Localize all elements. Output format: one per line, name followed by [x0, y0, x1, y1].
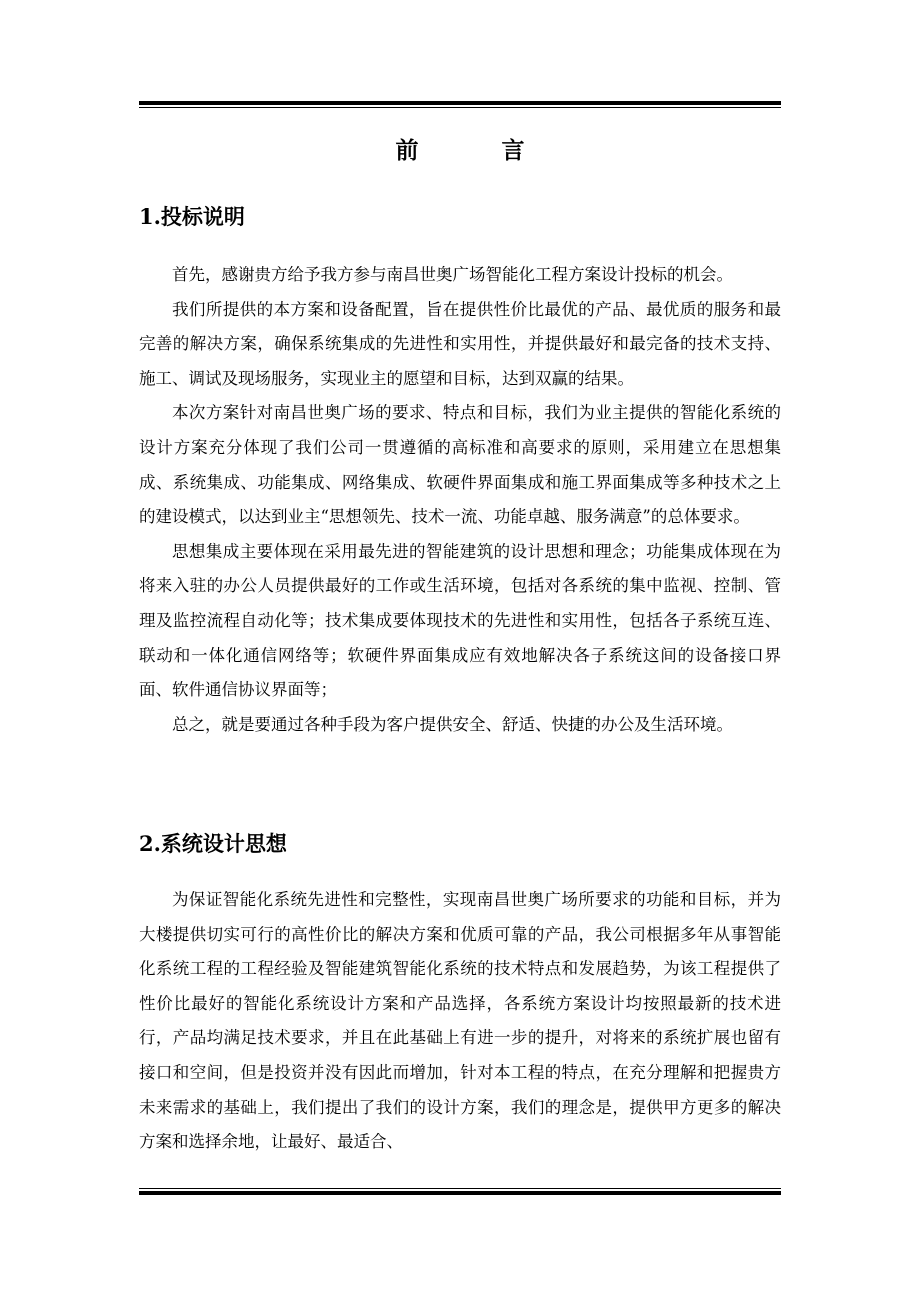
paragraph: 为保证智能化系统先进性和完整性，实现南昌世奥广场所要求的功能和目标，并为大楼提供切实可行的高性价比的解决方案和优质可靠的产品，我公司根据多年从事智能化系统工程的工程经验及智能建筑智能化系统的技术特点和发展趋势，为该工程提供了性价比最好的智能化系统设计方案和产品选择，各系统方案设计均按照最新的技术进行，产品均满足技术要求，并且在此基础上有进一步的提升，对将来的系统扩展也留有接口和空间，但是投资并没有因此而增加，针对本工程的特点，在充分理解和把握贵方未来需求的基础上，我们提出了我们的设计方案，我们的理念是，提供甲方更多的解决方案和选择余地，让最好、最适合、 — [139, 890, 781, 1152]
header-rule — [139, 101, 781, 108]
section-body-bid-description — [139, 258, 781, 742]
paragraph: 本次方案针对南昌世奥广场的要求、特点和目标，我们为业主提供的智能化系统的设计方案充分体现了我们公司一贯遵循的高标准和高要求的原则，采用建立在思想集成、系统集成、功能集成、网络集成、软硬件界面集成和施工界面集成等多种技术之上的建设模式，以达到业主“思想领先、技术一流、功能卓越、服务满意”的总体要求。 — [139, 403, 781, 527]
section-heading-system-design: 2.系统设计思想 — [139, 831, 287, 856]
paragraph: 我们所提供的本方案和设备配置，旨在提供性价比最优的产品、最优质的服务和最完善的解决方案，确保系统集成的先进性和实用性，并提供最好和最完备的技术支持、施工、调试及现场服务，实现业主的愿望和目标，达到双赢的结果。 — [139, 299, 781, 388]
page-title: 前 言 — [395, 137, 555, 164]
section-heading-bid-description: 1.投标说明 — [139, 204, 245, 229]
paragraph: 思想集成主要体现在采用最先进的智能建筑的设计思想和理念；功能集成体现在为将来入驻的办公人员提供最好的工作或生活环境，包括对各系统的集中监视、控制、管理及监控流程自动化等；技术集成要体现技术的先进性和实用性，包括各子系统互连、联动和一体化通信网络等；软硬件界面集成应有效地解决各子系统这间的设备接口界面、软件通信协议界面等； — [139, 541, 781, 700]
section-body-system-design — [139, 883, 781, 1160]
paragraph: 首先，感谢贵方给予我方参与南昌世奥广场智能化工程方案设计投标的机会。 — [172, 265, 733, 284]
paragraph: 总之，就是要通过各种手段为客户提供安全、舒适、快捷的办公及生活环境。 — [172, 714, 733, 734]
footer-rule — [139, 1188, 781, 1195]
